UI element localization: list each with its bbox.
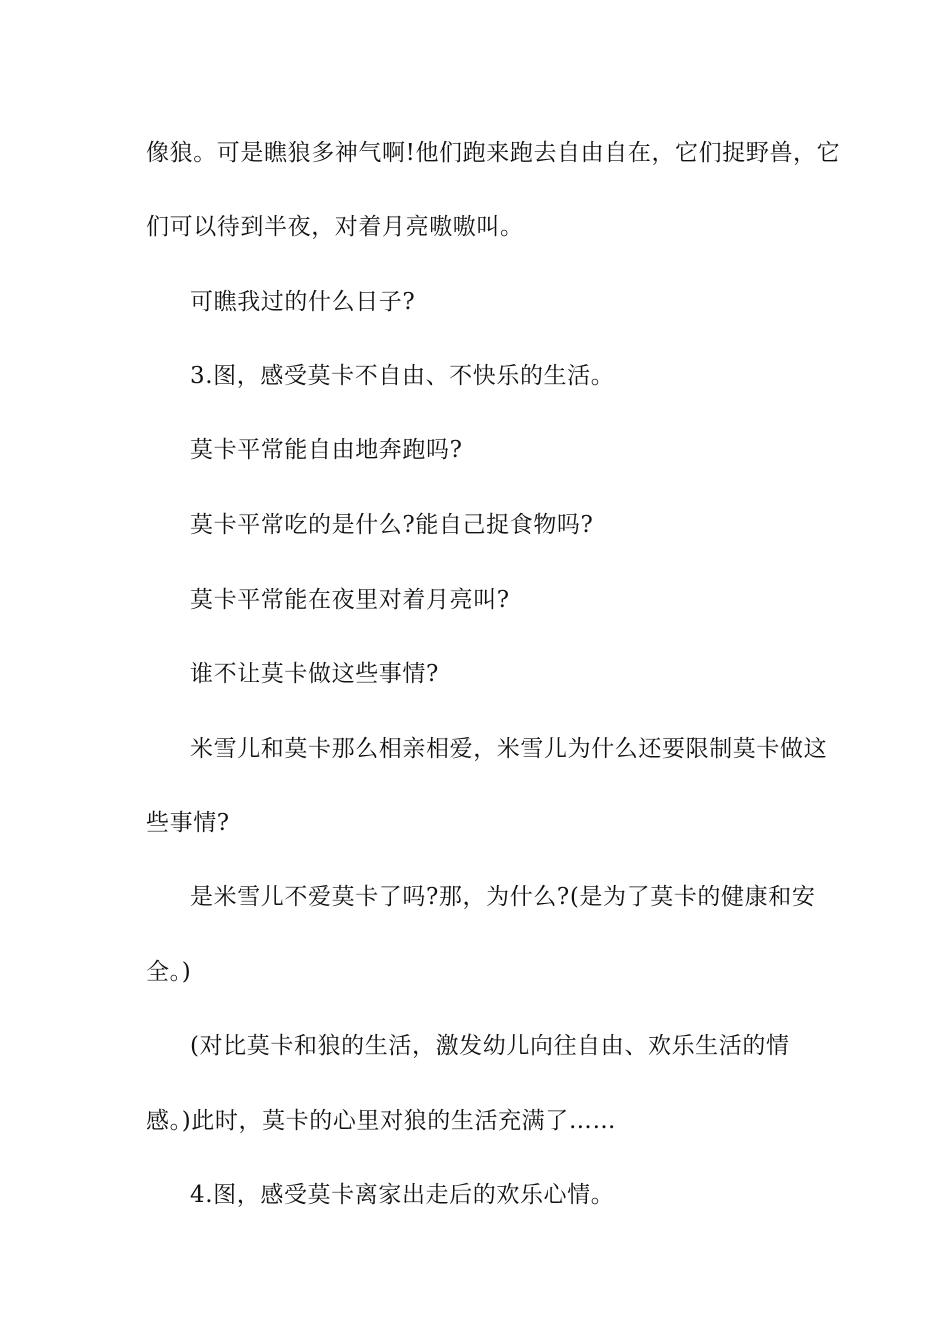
text-line: 全。) — [146, 959, 192, 985]
text-line: 像狼。可是瞧狼多神气啊!他们跑来跑去自由自在，它们捉野兽，它 — [146, 140, 841, 166]
text-line: 莫卡平常能自由地奔跑吗? — [190, 437, 463, 463]
text-line: 米雪儿和莫卡那么相亲相爱，米雪儿为什么还要限制莫卡做这 — [190, 736, 828, 762]
section-heading: 3.图，感受莫卡不自由、不快乐的生活。 — [190, 363, 615, 389]
text-line: 莫卡平常能在夜里对着月亮叫? — [190, 587, 510, 613]
section-heading: 4.图，感受莫卡离家出走后的欢乐心情。 — [190, 1182, 615, 1208]
text-line: 些事情? — [146, 810, 230, 836]
text-line: 感。)此时，莫卡的心里对狼的生活充满了…… — [146, 1108, 617, 1134]
text-line: 莫卡平常吃的是什么?能自己捉食物吗? — [190, 512, 594, 538]
text-line: 谁不让莫卡做这些事情? — [190, 661, 439, 687]
text-line: 们可以待到半夜，对着月亮嗷嗷叫。 — [146, 214, 524, 240]
text-line: 是米雪儿不爱莫卡了吗?那，为什么?(是为了莫卡的健康和安 — [190, 884, 816, 910]
text-line: (对比莫卡和狼的生活，激发幼儿向往自由、欢乐生活的情 — [190, 1033, 790, 1059]
text-line: 可瞧我过的什么日子? — [190, 289, 416, 315]
